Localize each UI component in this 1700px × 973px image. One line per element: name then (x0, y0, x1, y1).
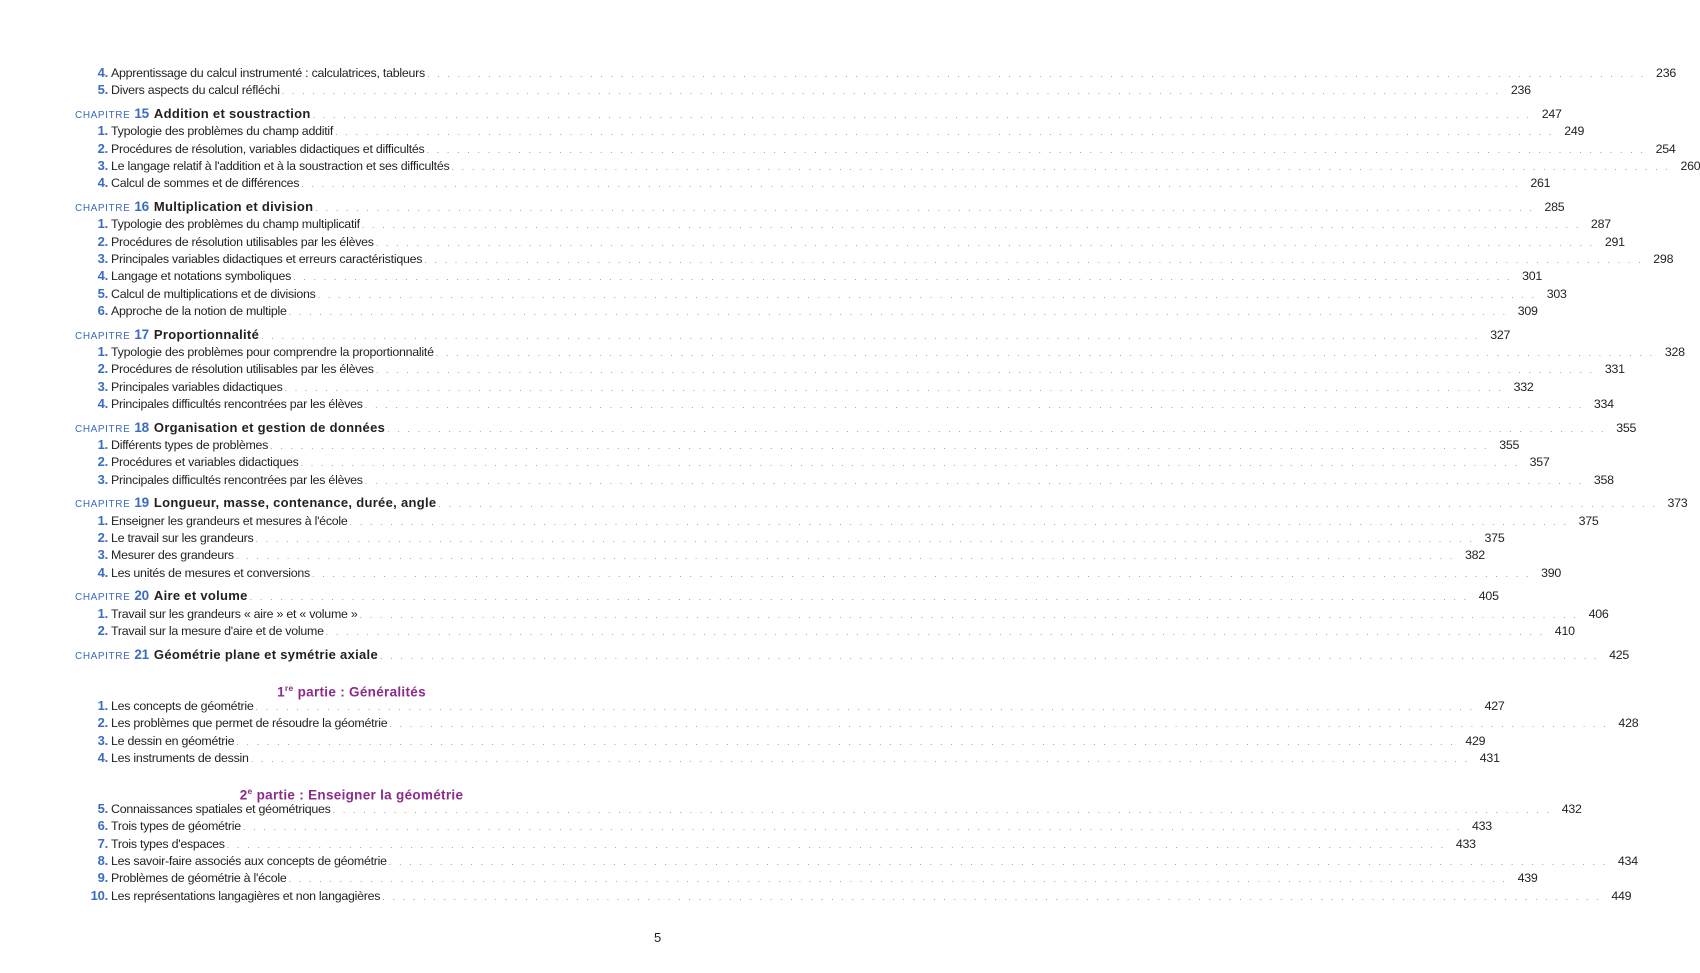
chapter-title: Géométrie plane et symétrie axiale (153, 646, 378, 662)
toc-chapter[interactable] (75, 587, 1499, 604)
item-title: Principales variables didactiques (111, 379, 283, 394)
dot-leader: . . . . . . . . . . . . . . . . . . . . . . . . . . . . . . . . . . . . . . . . . . . . . . . . . . . . . . . . . . . . . . . . . . . . . . . . . . . . . . . . . . . . . . . . . . . . . . . . . . . . . . . . . . . . . . . . . . . . . . . . (226, 839, 1446, 850)
dot-leader: . . . . . . . . . . . . . . . . . . . . . . . . . . . . . . . . . . . . . . . . . . . . . . . . . . . . . . . . . . . . . . . . . . . . . . . . . . . . . . . . . . . . . . . . . . . . . . . . . . . . . . . . . . . . . . . . . . . . . . . . (375, 365, 1595, 376)
dot-leader: . . . . . . . . . . . . . . . . . . . . . . . . . . . . . . . . . . . . . . . . . . . . . . . . . . . . . . . . . . . . . . . . . . . . . . . . . . . . . . . . . . . . . . . . . . . . . . . . . . . . . . . . . . . . . . . . . . . . . . . . (438, 499, 1658, 510)
item-title: Approche de la notion de multiple (111, 303, 287, 318)
item-title: Enseigner les grandeurs et mesures à l'école (111, 513, 348, 528)
item-title: Apprentissage du calcul instrumenté : calculatrices, tableurs (111, 66, 425, 80)
part-ordinal: 2 (239, 787, 248, 803)
page-ref: 410 (1554, 623, 1575, 638)
item-title: Les problèmes que permet de résoudre la géométrie (111, 716, 388, 731)
dot-leader: . . . . . . . . . . . . . . . . . . . . . . . . . . . . . . . . . . . . . . . . . . . . . . . . . . . . . . . . . . . . . . . . . . . . . . . . . . . . . . . . . . . . . . . . . . . . . . . . . . . . . . . . . . . . . . . . . . . . . . . . (300, 458, 1520, 469)
dot-leader: . . . . . . . . . . . . . . . . . . . . . . . . . . . . . . . . . . . . . . . . . . . . . . . . . . . . . . . . . . . . . . . . . . . . . . . . . . . . . . . . . . . . . . . . . . . . . . . . . . . . . . . . . . . . . . . . . . . . . . . . (382, 891, 1602, 902)
table-of-contents (75, 64, 1700, 904)
item-number: 4. (97, 268, 108, 284)
page-ref: 285 (1544, 200, 1565, 215)
dot-leader: . . . . . . . . . . . . . . . . . . . . . . . . . . . . . . . . . . . . . . . . . . . . . . . . . . . . . . . . . . . . . . . . . . . . . . . . . . . . . . . . . . . . . . . . . . . . . . . . . . . . . . . . . . . . . . . . . . . . . . . . (236, 736, 1456, 747)
chapter-title: Longueur, masse, contenance, durée, angle (153, 495, 437, 511)
toc-item[interactable] (75, 852, 1638, 869)
item-title: Procédures et variables didactiques (111, 455, 299, 470)
toc-item[interactable] (75, 749, 1500, 766)
toc-chapter[interactable] (75, 646, 1630, 663)
item-title: Principales difficultés rencontrées par les élèves (111, 472, 363, 487)
item-number: 4. (97, 564, 108, 580)
dot-leader: . . . . . . . . . . . . . . . . . . . . . . . . . . . . . . . . . . . . . . . . . . . . . . . . . . . . . . . . . . . . . . . . . . . . . . . . . . . . . . . . . . . . . . . . . . . . . . . . . . . . . . . . . . . . . . . . . . . . . . . . (424, 254, 1644, 265)
page-ref: 431 (1479, 750, 1500, 765)
item-title: Trois types de géométrie (111, 819, 241, 834)
item-number: 6. (97, 302, 108, 318)
item-title: Typologie des problèmes du champ multiplicatif (111, 217, 360, 232)
chapter-number: 19 (134, 495, 149, 511)
dot-leader: . . . . . . . . . . . . . . . . . . . . . . . . . . . . . . . . . . . . . . . . . . . . . . . . . . . . . . . . . . . . . . . . . . . . . . . . . . . . . . . . . . . . . . . . . . . . . . . . . . . . . . . . . . . . . . . . . . . . . . . . (389, 719, 1609, 730)
toc-item[interactable] (75, 285, 1567, 302)
page-ref: 406 (1588, 606, 1609, 621)
toc-item[interactable] (75, 697, 1505, 714)
dot-leader: . . . . . . . . . . . . . . . . . . . . . . . . . . . . . . . . . . . . . . . . . . . . . . . . . . . . . . . . . . . . . . . . . . . . . . . . . . . . . . . . . . . . . . . . . . . . . . . . . . . . . . . . . . . . . . . . . . . . . . . . (255, 702, 1475, 712)
item-number: 5. (97, 285, 108, 301)
page-ref: 298 (1653, 251, 1674, 266)
item-title: Travail sur les grandeurs « aire » et « volume » (111, 606, 358, 621)
toc-item[interactable] (75, 250, 1674, 267)
item-title: Les représentations langagières et non langagières (111, 888, 381, 903)
chapter-number: 16 (134, 199, 149, 215)
dot-leader: . . . . . . . . . . . . . . . . . . . . . . . . . . . . . . . . . . . . . . . . . . . . . . . . . . . . . . . . . . . . . . . . . . . . . . . . . . . . . . . . . . . . . . . . . . . . . . . . . . . . . . . . . . . . . . . . . . . . . . . . (261, 330, 1481, 341)
toc-chapter[interactable] (75, 494, 1688, 511)
toc-chapter[interactable] (75, 198, 1565, 215)
toc-chapter[interactable] (75, 326, 1511, 343)
dot-leader: . . . . . . . . . . . . . . . . . . . . . . . . . . . . . . . . . . . . . . . . . . . . . . . . . . . . . . . . . . . . . . . . . . . . . . . . . . . . . . . . . . . . . . . . . . . . . . . . . . . . . . . . . . . . . . . . . . . . . . . . (426, 69, 1646, 79)
item-title: Procédures de résolution, variables didactiques et difficultés (111, 141, 425, 156)
toc-item[interactable] (75, 732, 1486, 749)
item-number: 1. (97, 436, 108, 452)
page-ref: 328 (1664, 344, 1685, 359)
item-title: Principales difficultés rencontrées par les élèves (111, 396, 363, 411)
dot-leader: . . . . . . . . . . . . . . . . . . . . . . . . . . . . . . . . . . . . . . . . . . . . . . . . . . . . . . . . . . . . . . . . . . . . . . . . . . . . . . . . . . . . . . . . . . . . . . . . . . . . . . . . . . . . . . . . . . . . . . . . (235, 551, 1455, 562)
chapter-label: CHAPITRE (75, 330, 131, 342)
page-ref: 390 (1541, 565, 1562, 580)
item-number: 2. (97, 454, 108, 470)
item-number: 5. (97, 82, 108, 98)
item-number: 5. (97, 801, 108, 817)
toc-item[interactable] (75, 157, 1700, 174)
dot-leader: . . . . . . . . . . . . . . . . . . . . . . . . . . . . . . . . . . . . . . . . . . . . . . . . . . . . . . . . . . . . . . . . . . . . . . . . . . . . . . . . . . . . . . . . . . . . . . . . . . . . . . . . . . . . . . . . . . . . . . . . (284, 382, 1504, 393)
item-title: Mesurer des grandeurs (111, 548, 234, 563)
page-ref: 358 (1593, 472, 1614, 487)
page-ref: 449 (1611, 888, 1632, 903)
page-ref: 429 (1465, 733, 1486, 748)
toc-item[interactable] (75, 436, 1520, 453)
page-ref: 332 (1513, 379, 1534, 394)
item-title: Les instruments de dessin (111, 750, 249, 765)
item-number: 4. (97, 749, 108, 765)
dot-leader: . . . . . . . . . . . . . . . . . . . . . . . . . . . . . . . . . . . . . . . . . . . . . . . . . . . . . . . . . . . . . . . . . . . . . . . . . . . . . . . . . . . . . . . . . . . . . . . . . . . . . . . . . . . . . . . . . . . . . . . . (364, 475, 1584, 486)
item-title: Procédures de résolution utilisables par les élèves (111, 234, 374, 249)
page-ref: 375 (1484, 530, 1505, 545)
item-title: Connaissances spatiales et géométriques (111, 802, 331, 817)
item-title: Les savoir-faire associés aux concepts de géométrie (111, 854, 387, 869)
item-title: Les unités de mesures et conversions (111, 565, 310, 580)
chapter-label: CHAPITRE (75, 423, 131, 435)
part-heading (75, 679, 628, 700)
item-title: Langage et notations symboliques (111, 269, 292, 284)
item-title: Les concepts de géométrie (111, 699, 254, 713)
page-ref: 355 (1499, 437, 1520, 452)
toc-item[interactable] (75, 360, 1625, 377)
dot-leader: . . . . . . . . . . . . . . . . . . . . . . . . . . . . . . . . . . . . . . . . . . . . . . . . . . . . . . . . . . . . . . . . . . . . . . . . . . . . . . . . . . . . . . . . . . . . . . . . . . . . . . . . . . . . . . . . . . . . . . . . (387, 423, 1607, 434)
item-title: Le travail sur les grandeurs (111, 530, 254, 545)
chapter-number: 15 (134, 106, 149, 122)
dot-leader: . . . . . . . . . . . . . . . . . . . . . . . . . . . . . . . . . . . . . . . . . . . . . . . . . . . . . . . . . . . . . . . . . . . . . . . . . . . . . . . . . . . . . . . . . . . . . . . . . . . . . . . . . . . . . . . . . . . . . . . . (435, 347, 1655, 358)
page-ref: 334 (1593, 396, 1614, 411)
item-title: Procédures de résolution utilisables par les élèves (111, 362, 374, 377)
page-ref: 428 (1618, 716, 1639, 731)
item-number: 10. (90, 887, 108, 903)
item-number: 3. (97, 378, 108, 394)
item-number: 3. (97, 547, 108, 563)
item-title: Calcul de multiplications et de divisions (111, 286, 316, 301)
item-number: 3. (97, 250, 108, 266)
toc-item[interactable] (75, 174, 1551, 191)
item-number: 1. (97, 512, 108, 528)
toc-item[interactable] (75, 302, 1538, 319)
page-ref: 357 (1529, 455, 1550, 470)
item-number: 1. (97, 123, 108, 139)
item-title: Le dessin en géométrie (111, 733, 235, 748)
dot-leader: . . . . . . . . . . . . . . . . . . . . . . . . . . . . . . . . . . . . . . . . . . . . . . . . . . . . . . . . . . . . . . . . . . . . . . . . . . . . . . . . . . . . . . . . . . . . . . . . . . . . . . . . . . . . . . . . . . . . . . . . (281, 86, 1501, 97)
item-title: Différents types de problèmes (111, 437, 269, 452)
item-title: Problèmes de géométrie à l'école (111, 871, 287, 886)
toc-item[interactable] (75, 215, 1611, 232)
dot-leader: . . . . . . . . . . . . . . . . . . . . . . . . . . . . . . . . . . . . . . . . . . . . . . . . . . . . . . . . . . . . . . . . . . . . . . . . . . . . . . . . . . . . . . . . . . . . . . . . . . . . . . . . . . . . . . . . . . . . . . . . (325, 626, 1545, 637)
page-ref: 236 (1656, 66, 1676, 80)
item-title: Typologie des problèmes pour comprendre la proportionnalité (111, 344, 434, 359)
item-title: Typologie des problèmes du champ additif (111, 124, 334, 139)
page-ref: 433 (1455, 836, 1476, 851)
page-ref: 247 (1541, 107, 1562, 122)
toc-chapter[interactable] (75, 419, 1637, 436)
chapter-number: 20 (134, 588, 149, 604)
item-number: 9. (97, 870, 108, 886)
chapter-title: Organisation et gestion de données (153, 419, 386, 435)
item-number: 2. (97, 140, 108, 156)
toc-item[interactable] (75, 887, 1632, 904)
page-ref: 382 (1464, 548, 1485, 563)
dot-leader: . . . . . . . . . . . . . . . . . . . . . . . . . . . . . . . . . . . . . . . . . . . . . . . . . . . . . . . . . . . . . . . . . . . . . . . . . . . . . . . . . . . . . . . . . . . . . . . . . . . . . . . . . . . . . . . . . . . . . . . . (270, 440, 1490, 451)
item-number: 3. (97, 157, 108, 173)
part-ordinal: 1 (277, 684, 285, 700)
item-number: 2. (97, 622, 108, 638)
dot-leader: . . . . . . . . . . . . . . . . . . . . . . . . . . . . . . . . . . . . . . . . . . . . . . . . . . . . . . . . . . . . . . . . . . . . . . . . . . . . . . . . . . . . . . . . . . . . . . . . . . . . . . . . . . . . . . . . . . . . . . . . (255, 533, 1475, 544)
page-ref: 427 (1484, 699, 1505, 713)
part-ordinal-suffix: re (284, 683, 294, 693)
page-ref: 249 (1564, 124, 1585, 139)
toc-item[interactable] (75, 869, 1538, 886)
dot-leader: . . . . . . . . . . . . . . . . . . . . . . . . . . . . . . . . . . . . . . . . . . . . . . . . . . . . . . . . . . . . . . . . . . . . . . . . . . . . . . . . . . . . . . . . . . . . . . . . . . . . . . . . . . . . . . . . . . . . . . . . (375, 237, 1595, 248)
page-ref: 432 (1561, 802, 1582, 817)
item-title: Principales variables didactiques et erreurs caractéristiques (111, 251, 423, 266)
chapter-label: CHAPITRE (75, 203, 131, 215)
item-title: Trois types d'espaces (111, 836, 225, 851)
toc-item[interactable] (75, 395, 1614, 412)
toc-item[interactable] (75, 343, 1685, 360)
chapter-title: Multiplication et division (153, 199, 314, 215)
item-number: 3. (97, 732, 108, 748)
toc-item[interactable] (75, 564, 1562, 581)
item-number: 4. (97, 65, 108, 80)
chapter-title: Aire et volume (153, 588, 248, 604)
toc-item[interactable] (75, 605, 1609, 622)
item-number: 1. (97, 216, 108, 232)
toc-item[interactable] (75, 512, 1599, 529)
dot-leader: . . . . . . . . . . . . . . . . . . . . . . . . . . . . . . . . . . . . . . . . . . . . . . . . . . . . . . . . . . . . . . . . . . . . . . . . . . . . . . . . . . . . . . . . . . . . . . . . . . . . . . . . . . . . . . . . . . . . . . . . (315, 203, 1535, 214)
chapter-title: Proportionnalité (153, 326, 260, 342)
toc-item[interactable] (75, 140, 1676, 157)
dot-leader: . . . . . . . . . . . . . . . . . . . . . . . . . . . . . . . . . . . . . . . . . . . . . . . . . . . . . . . . . . . . . . . . . . . . . . . . . . . . . . . . . . . . . . . . . . . . . . . . . . . . . . . . . . . . . . . . . . . . . . . . (249, 592, 1469, 603)
part-heading (75, 782, 628, 803)
chapter-number: 18 (134, 419, 149, 435)
chapter-label: CHAPITRE (75, 110, 131, 122)
page-ref: 433 (1471, 819, 1492, 834)
page-ref: 327 (1490, 327, 1511, 342)
item-title: Divers aspects du calcul réfléchi (111, 83, 280, 98)
toc-item[interactable] (75, 800, 1582, 817)
item-number: 8. (97, 853, 108, 869)
dot-leader: . . . . . . . . . . . . . . . . . . . . . . . . . . . . . . . . . . . . . . . . . . . . . . . . . . . . . . . . . . . . . . . . . . . . . . . . . . . . . . . . . . . . . . . . . . . . . . . . . . . . . . . . . . . . . . . . . . . . . . . . (293, 272, 1513, 283)
item-number: 3. (97, 471, 108, 487)
toc-item[interactable] (75, 81, 1531, 98)
dot-leader: . . . . . . . . . . . . . . . . . . . . . . . . . . . . . . . . . . . . . . . . . . . . . . . . . . . . . . . . . . . . . . . . . . . . . . . . . . . . . . . . . . . . . . . . . . . . . . . . . . . . . . . . . . . . . . . . . . . . . . . . (335, 127, 1555, 138)
chapter-label: CHAPITRE (75, 650, 131, 662)
page-ref: 254 (1655, 141, 1676, 156)
toc-item[interactable] (75, 453, 1550, 470)
page-ref: 331 (1604, 362, 1625, 377)
dot-leader: . . . . . . . . . . . . . . . . . . . . . . . . . . . . . . . . . . . . . . . . . . . . . . . . . . . . . . . . . . . . . . . . . . . . . . . . . . . . . . . . . . . . . . . . . . . . . . . . . . . . . . . . . . . . . . . . . . . . . . . . (317, 289, 1537, 300)
toc-item[interactable] (75, 378, 1534, 395)
page-ref: 425 (1609, 647, 1630, 662)
part-ordinal-suffix: e (247, 786, 253, 797)
toc-item[interactable] (75, 471, 1614, 488)
toc-item[interactable] (75, 529, 1505, 546)
item-number: 1. (97, 343, 108, 359)
dot-leader: . . . . . . . . . . . . . . . . . . . . . . . . . . . . . . . . . . . . . . . . . . . . . . . . . . . . . . . . . . . . . . . . . . . . . . . . . . . . . . . . . . . . . . . . . . . . . . . . . . . . . . . . . . . . . . . . . . . . . . . . (250, 753, 1470, 764)
page-ref: 301 (1522, 269, 1543, 284)
item-number: 2. (97, 529, 108, 545)
part-title: partie : Généralités (297, 684, 426, 700)
dot-leader: . . . . . . . . . . . . . . . . . . . . . . . . . . . . . . . . . . . . . . . . . . . . . . . . . . . . . . . . . . . . . . . . . . . . . . . . . . . . . . . . . . . . . . . . . . . . . . . . . . . . . . . . . . . . . . . . . . . . . . . . (426, 144, 1646, 155)
dot-leader: . . . . . . . . . . . . . . . . . . . . . . . . . . . . . . . . . . . . . . . . . . . . . . . . . . . . . . . . . . . . . . . . . . . . . . . . . . . . . . . . . . . . . . . . . . . . . . . . . . . . . . . . . . . . . . . . . . . . . . . . (380, 650, 1600, 661)
toc-item[interactable] (75, 122, 1585, 139)
chapter-label: CHAPITRE (75, 499, 131, 511)
dot-leader: . . . . . . . . . . . . . . . . . . . . . . . . . . . . . . . . . . . . . . . . . . . . . . . . . . . . . . . . . . . . . . . . . . . . . . . . . . . . . . . . . . . . . . . . . . . . . . . . . . . . . . . . . . . . . . . . . . . . . . . . (288, 874, 1508, 885)
dot-leader: . . . . . . . . . . . . . . . . . . . . . . . . . . . . . . . . . . . . . . . . . . . . . . . . . . . . . . . . . . . . . . . . . . . . . . . . . . . . . . . . . . . . . . . . . . . . . . . . . . . . . . . . . . . . . . . . . . . . . . . . (242, 822, 1462, 833)
page-ref: 439 (1517, 871, 1538, 886)
page-ref: 260 (1680, 158, 1700, 173)
toc-item[interactable] (75, 714, 1639, 731)
dot-leader: . . . . . . . . . . . . . . . . . . . . . . . . . . . . . . . . . . . . . . . . . . . . . . . . . . . . . . . . . . . . . . . . . . . . . . . . . . . . . . . . . . . . . . . . . . . . . . . . . . . . . . . . . . . . . . . . . . . . . . . . (359, 609, 1579, 620)
toc-item[interactable] (75, 622, 1575, 639)
toc-chapter[interactable] (75, 105, 1562, 122)
item-number: 1. (97, 605, 108, 621)
page-ref: 287 (1590, 217, 1611, 232)
dot-leader: . . . . . . . . . . . . . . . . . . . . . . . . . . . . . . . . . . . . . . . . . . . . . . . . . . . . . . . . . . . . . . . . . . . . . . . . . . . . . . . . . . . . . . . . . . . . . . . . . . . . . . . . . . . . . . . . . . . . . . . . (312, 110, 1532, 121)
item-number: 2. (97, 361, 108, 377)
toc-item[interactable] (75, 267, 1543, 284)
dot-leader: . . . . . . . . . . . . . . . . . . . . . . . . . . . . . . . . . . . . . . . . . . . . . . . . . . . . . . . . . . . . . . . . . . . . . . . . . . . . . . . . . . . . . . . . . . . . . . . . . . . . . . . . . . . . . . . . . . . . . . . . (349, 516, 1569, 527)
chapter-label: CHAPITRE (75, 592, 131, 604)
chapter-number: 17 (134, 326, 149, 342)
toc-item[interactable] (75, 817, 1492, 834)
item-title: Le langage relatif à l'addition et à la soustraction et ses difficultés (111, 158, 450, 173)
item-number: 2. (97, 233, 108, 249)
toc-item[interactable] (75, 546, 1485, 563)
page-ref: 434 (1617, 854, 1638, 869)
dot-leader: . . . . . . . . . . . . . . . . . . . . . . . . . . . . . . . . . . . . . . . . . . . . . . . . . . . . . . . . . . . . . . . . . . . . . . . . . . . . . . . . . . . . . . . . . . . . . . . . . . . . . . . . . . . . . . . . . . . . . . . . (312, 568, 1532, 579)
chapter-title: Addition et soustraction (153, 106, 311, 122)
page-ref: 261 (1530, 176, 1551, 191)
item-number: 2. (97, 715, 108, 731)
chapter-number: 21 (134, 646, 149, 662)
dot-leader: . . . . . . . . . . . . . . . . . . . . . . . . . . . . . . . . . . . . . . . . . . . . . . . . . . . . . . . . . . . . . . . . . . . . . . . . . . . . . . . . . . . . . . . . . . . . . . . . . . . . . . . . . . . . . . . . . . . . . . . . (301, 179, 1521, 190)
page-ref: 355 (1616, 420, 1637, 435)
dot-leader: . . . . . . . . . . . . . . . . . . . . . . . . . . . . . . . . . . . . . . . . . . . . . . . . . . . . . . . . . . . . . . . . . . . . . . . . . . . . . . . . . . . . . . . . . . . . . . . . . . . . . . . . . . . . . . . . . . . . . . . . (332, 805, 1552, 816)
toc-item[interactable] (75, 835, 1476, 852)
page-ref: 375 (1578, 513, 1599, 528)
page-ref: 373 (1667, 496, 1688, 511)
page-ref: 405 (1478, 589, 1499, 604)
dot-leader: . . . . . . . . . . . . . . . . . . . . . . . . . . . . . . . . . . . . . . . . . . . . . . . . . . . . . . . . . . . . . . . . . . . . . . . . . . . . . . . . . . . . . . . . . . . . . . . . . . . . . . . . . . . . . . . . . . . . . . . . (451, 161, 1671, 172)
page-ref: 236 (1510, 83, 1531, 98)
part-title: partie : Enseigner la géométrie (256, 787, 464, 803)
dot-leader: . . . . . . . . . . . . . . . . . . . . . . . . . . . . . . . . . . . . . . . . . . . . . . . . . . . . . . . . . . . . . . . . . . . . . . . . . . . . . . . . . . . . . . . . . . . . . . . . . . . . . . . . . . . . . . . . . . . . . . . . (361, 220, 1581, 231)
item-number: 1. (97, 698, 108, 713)
toc-item[interactable] (75, 64, 1676, 81)
item-number: 4. (97, 395, 108, 411)
page-ref: 309 (1517, 303, 1538, 318)
item-number: 6. (97, 818, 108, 834)
item-title: Travail sur la mesure d'aire et de volume (111, 623, 324, 638)
page-number: 5 (654, 930, 662, 945)
page-ref: 303 (1546, 286, 1567, 301)
toc-item[interactable] (75, 233, 1625, 250)
item-title: Calcul de sommes et de différences (111, 176, 300, 191)
dot-leader: . . . . . . . . . . . . . . . . . . . . . . . . . . . . . . . . . . . . . . . . . . . . . . . . . . . . . . . . . . . . . . . . . . . . . . . . . . . . . . . . . . . . . . . . . . . . . . . . . . . . . . . . . . . . . . . . . . . . . . . . (288, 306, 1508, 317)
item-number: 4. (97, 175, 108, 191)
dot-leader: . . . . . . . . . . . . . . . . . . . . . . . . . . . . . . . . . . . . . . . . . . . . . . . . . . . . . . . . . . . . . . . . . . . . . . . . . . . . . . . . . . . . . . . . . . . . . . . . . . . . . . . . . . . . . . . . . . . . . . . . (364, 399, 1584, 410)
page-ref: 291 (1604, 234, 1625, 249)
item-number: 7. (97, 835, 108, 851)
dot-leader: . . . . . . . . . . . . . . . . . . . . . . . . . . . . . . . . . . . . . . . . . . . . . . . . . . . . . . . . . . . . . . . . . . . . . . . . . . . . . . . . . . . . . . . . . . . . . . . . . . . . . . . . . . . . . . . . . . . . . . . . (388, 857, 1608, 868)
